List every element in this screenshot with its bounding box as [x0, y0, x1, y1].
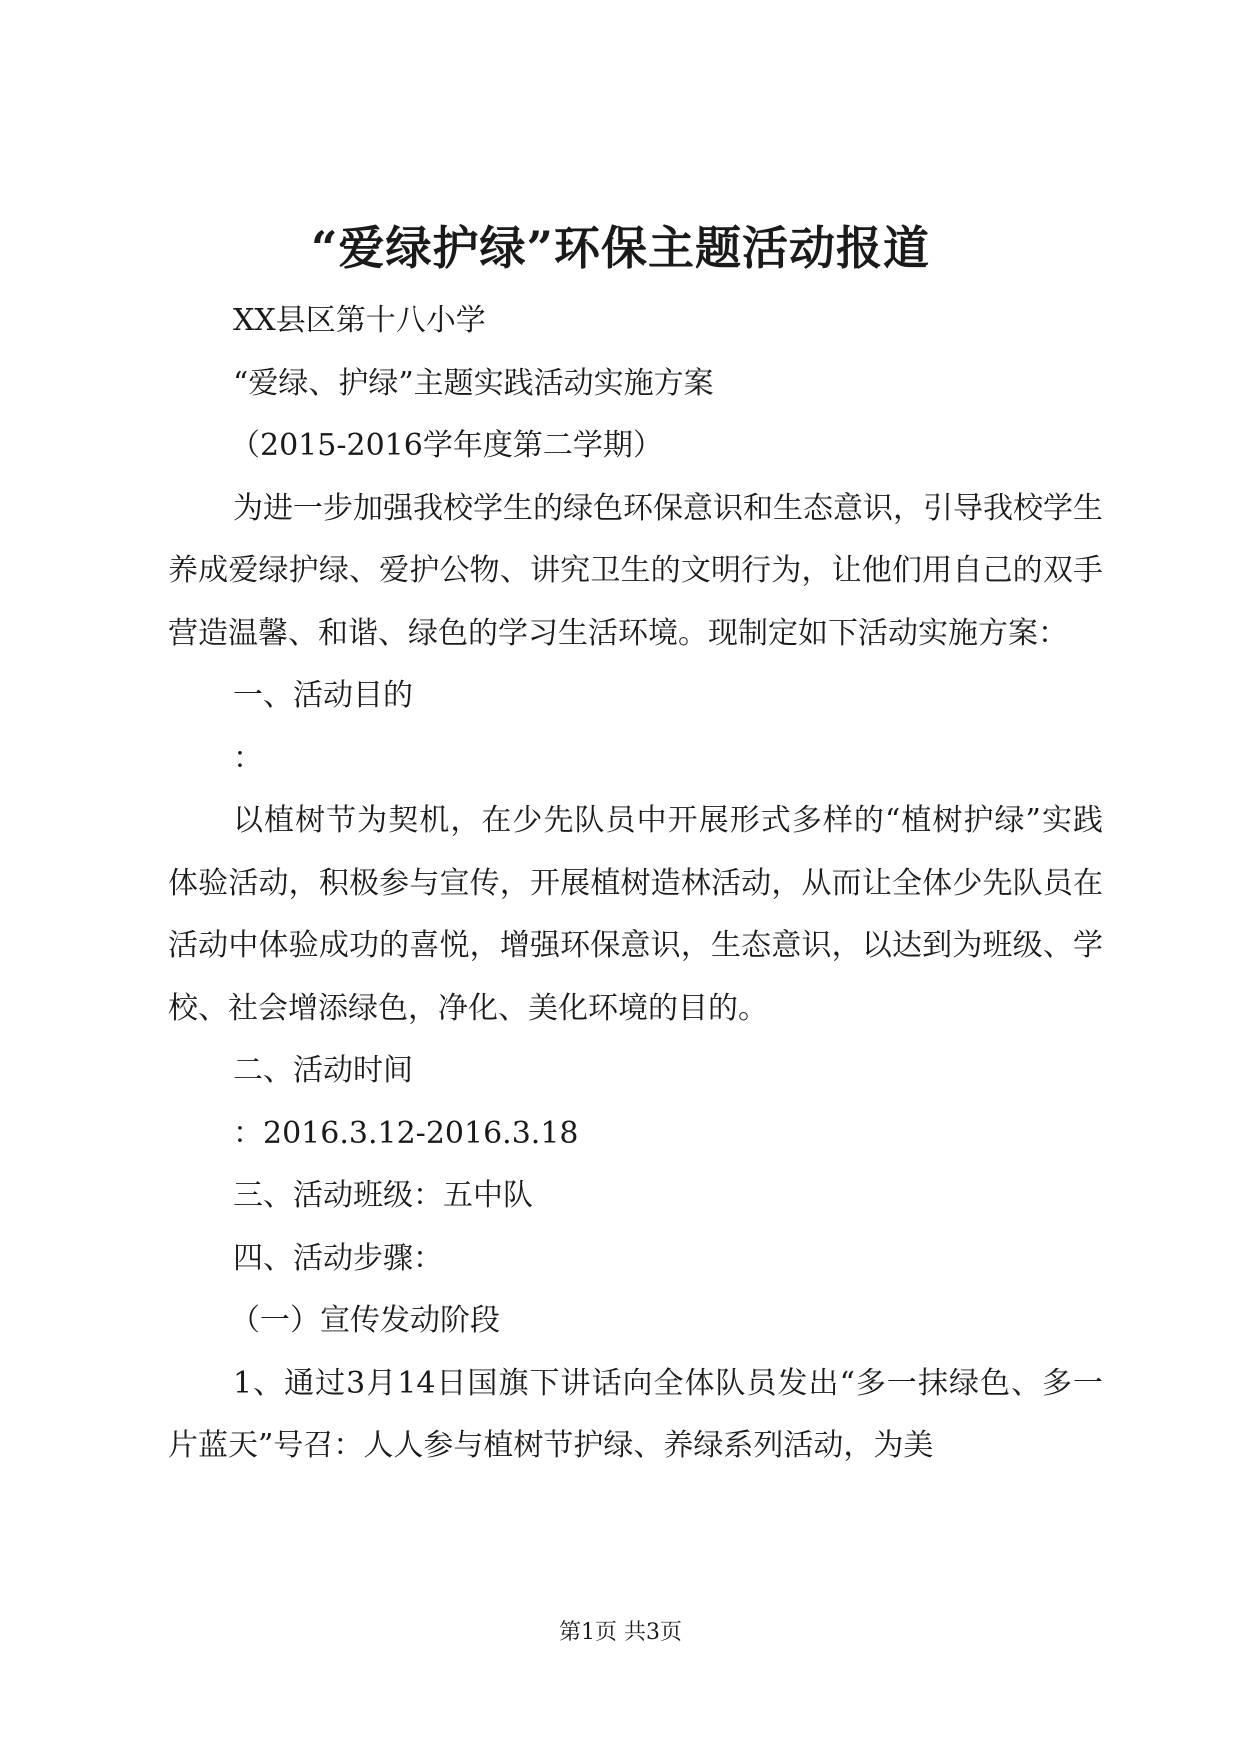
section-2-value: ：2016.3.12-2016.3.18 [233, 1115, 579, 1151]
document-body [168, 290, 1103, 1478]
section-1-body: 以植树节为契机，在少先队员中开展形式多样的“植树护绿”实践体验活动，积极参与宣传，开展植树造林活动，从而让全体少先队员在活动中体验成功的喜悦，增强环保意识，生态意识，以达到为班级、学校、社会增添绿色，净化、美化环境的目的。 [168, 803, 1103, 1026]
section-3-line: 三、活动班级：五中队 [233, 1178, 533, 1213]
document-title: “爱绿护绿”环保主题活动报道 [311, 221, 930, 275]
intro-paragraph: 为进一步加强我校学生的绿色环保意识和生态意识，引导我校学生养成爱绿护绿、爱护公物、讲究卫生的文明行为，让他们用自己的双手营造温馨、和谐、绿色的学习生活环境。现制定如下活动实施方案： [168, 490, 1103, 651]
section-1-colon: ： [233, 740, 263, 776]
item-1-paragraph: 1、通过3月14日国旗下讲话向全体队员发出“多一抹绿色、多一片蓝天”号召：人人参与植树节护绿、养绿系列活动，为美 [168, 1365, 1103, 1463]
section-1-heading: 一、活动目的 [233, 678, 413, 713]
term-line: （2015-2016学年度第二学期） [230, 428, 663, 463]
plan-title: “爱绿、护绿”主题实践活动实施方案 [233, 365, 714, 401]
section-2-heading: 二、活动时间 [233, 1053, 413, 1088]
section-4-heading: 四、活动步骤： [233, 1240, 443, 1276]
school-name: XX县区第十八小学 [233, 303, 486, 338]
page-footer: 第1页 共3页 [559, 1620, 682, 1645]
stage-1-heading: （一）宣传发动阶段 [230, 1303, 500, 1338]
